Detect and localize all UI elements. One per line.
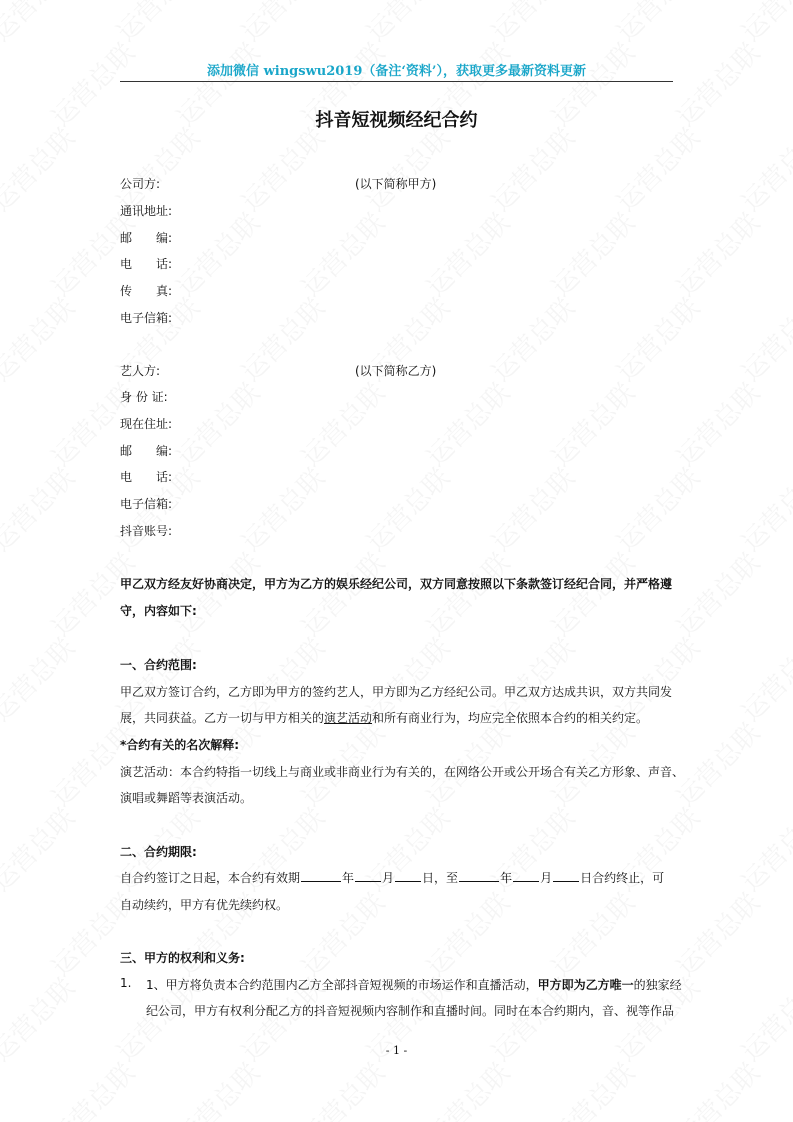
intro-line-1: 甲乙双方经友好协商决定，甲方为乙方的娱乐经纪公司，双方同意按照以下条款签订经纪合同，并严格遵 — [120, 577, 673, 591]
end-month-blank — [513, 869, 539, 882]
watermark-mark — [607, 459, 707, 559]
watermark-mark — [482, 289, 582, 389]
section-3-item-1-line-2: 纪公司，甲方有权利分配乙方的抖音短视频内容制作和直播时间。同时在本合约期内，音、视等作品 — [146, 1004, 675, 1018]
watermark-mark — [292, 884, 392, 984]
party-a-address-label: 通讯地址: — [120, 204, 173, 218]
list-number: 1. — [120, 976, 132, 990]
end-year-unit: 年 — [500, 871, 513, 885]
watermark-mark — [232, 459, 332, 559]
watermark-mark — [482, 119, 582, 219]
watermark-mark — [357, 119, 457, 219]
start-month-blank — [355, 869, 381, 882]
end-year-blank — [459, 869, 499, 882]
section-2-heading: 二、合约期限: — [120, 845, 197, 859]
item-1-bold: 甲方即为乙方唯一 — [537, 978, 634, 992]
watermark-mark — [732, 459, 793, 559]
party-b-phone-label: 电 话: — [120, 470, 173, 484]
item-1-before: 1、甲方将负责本合约范围内乙方全部抖音短视频的市场运作和直播活动， — [146, 978, 538, 992]
watermark-mark — [0, 799, 82, 899]
section-1-line-2 — [120, 709, 648, 726]
document-title: 抖音短视频经纪合约 — [315, 110, 478, 131]
watermark-mark — [42, 544, 142, 644]
section-2-line-2: 自动续约，甲方有优先续约权。 — [120, 898, 289, 912]
end-month-unit: 月 — [540, 871, 553, 885]
start-year-blank — [301, 869, 341, 882]
watermark-mark — [0, 629, 82, 729]
watermark-mark — [542, 1054, 642, 1122]
term-definition-line-1: 演艺活动：本合约特指一切线上与商业或非商业行为有关的，在网络公开或公开场合有关乙方形象、声音、 — [120, 765, 685, 779]
term-period-line — [120, 869, 664, 886]
watermark-mark — [167, 374, 267, 474]
party-a-email-label: 电子信箱: — [120, 311, 173, 325]
performance-activity-term: 演艺活动 — [324, 711, 373, 725]
watermark-mark — [542, 884, 642, 984]
section-1-heading: 一、合约范围: — [120, 658, 197, 672]
section-1-line-2-before: 展，共同获益。乙方一切与甲方相关的 — [120, 711, 325, 725]
watermark-mark — [0, 119, 82, 219]
item-1-after: 的独家经 — [633, 978, 682, 992]
watermark-mark — [732, 0, 793, 48]
party-a-alias: (以下简称甲方) — [355, 177, 437, 191]
watermark-mark — [542, 544, 642, 644]
watermark-mark — [42, 1054, 142, 1122]
party-b-email-label: 电子信箱: — [120, 497, 173, 511]
watermark-mark — [607, 119, 707, 219]
party-b-postcode-label: 邮 编: — [120, 444, 173, 458]
watermark-mark — [417, 1054, 517, 1122]
party-b-label: 艺人方: — [120, 364, 161, 378]
party-b-id-label: 身 份 证: — [120, 390, 168, 404]
watermark-mark — [732, 629, 793, 729]
watermark-mark — [667, 544, 767, 644]
party-b-residence-label: 现在住址: — [120, 417, 173, 431]
watermark-mark — [417, 204, 517, 304]
term-period-prefix: 自合约签订之日起，本合约有效期 — [120, 871, 301, 885]
intro-line-2: 守，内容如下: — [120, 604, 197, 618]
watermark-mark — [542, 204, 642, 304]
watermark-mark — [667, 34, 767, 134]
end-day-blank — [553, 869, 579, 882]
watermark-mark — [167, 544, 267, 644]
section-1-line-1: 甲乙双方签订合约，乙方即为甲方的签约艺人，甲方即为乙方经纪公司。甲乙双方达成共识，双方共同发 — [120, 685, 673, 699]
watermark-mark — [292, 204, 392, 304]
watermark-mark — [292, 1054, 392, 1122]
start-day-blank — [395, 869, 421, 882]
start-day-unit: 日，至 — [422, 871, 459, 885]
watermark-mark — [542, 374, 642, 474]
watermark-mark — [667, 374, 767, 474]
watermark-mark — [292, 544, 392, 644]
section-3-item-1-line-1 — [146, 976, 682, 993]
section-1-line-2-after: 和所有商业行为，均应完全依照本合约的相关约定。 — [372, 711, 649, 725]
section-3-heading: 三、甲方的权利和义务: — [120, 951, 245, 965]
watermark-mark — [417, 884, 517, 984]
party-a-phone-label: 电 话: — [120, 257, 173, 271]
watermark-mark — [732, 119, 793, 219]
watermark-mark — [0, 289, 82, 389]
watermark-mark — [482, 459, 582, 559]
watermark-mark — [107, 0, 207, 48]
page-number: - 1 - — [385, 1044, 408, 1057]
watermark-mark — [167, 1054, 267, 1122]
watermark-mark — [667, 1054, 767, 1122]
watermark-mark — [232, 289, 332, 389]
term-definition-heading: *合约有关的名次解释: — [120, 738, 240, 752]
watermark-mark — [732, 799, 793, 899]
party-a-fax-label: 传 真: — [120, 284, 173, 298]
watermark-mark — [0, 459, 82, 559]
header-rule — [120, 81, 673, 82]
watermark-mark — [0, 0, 82, 48]
watermark-mark — [292, 374, 392, 474]
term-definition-line-2: 演唱或舞蹈等表演活动。 — [120, 791, 253, 805]
start-year-unit: 年 — [342, 871, 355, 885]
party-b-alias: (以下简称乙方) — [355, 364, 437, 378]
watermark-mark — [357, 0, 457, 48]
watermark-mark — [232, 119, 332, 219]
header-banner: 添加微信 wingswu2019（备注‘资料’），获取更多最新资料更新 — [207, 64, 586, 79]
watermark-mark — [232, 0, 332, 48]
watermark-mark — [667, 884, 767, 984]
party-b-douyin-label: 抖音账号: — [120, 524, 173, 538]
party-a-postcode-label: 邮 编: — [120, 231, 173, 245]
watermark-mark — [482, 0, 582, 48]
watermark-mark — [417, 374, 517, 474]
watermark-mark — [732, 289, 793, 389]
watermark-mark — [607, 0, 707, 48]
watermark-mark — [607, 289, 707, 389]
term-period-suffix: 日合约终止，可 — [580, 871, 665, 885]
watermark-mark — [167, 204, 267, 304]
watermark-mark — [667, 204, 767, 304]
watermark-mark — [417, 544, 517, 644]
party-a-label: 公司方: — [120, 177, 161, 191]
start-month-unit: 月 — [382, 871, 395, 885]
watermark-mark — [357, 459, 457, 559]
